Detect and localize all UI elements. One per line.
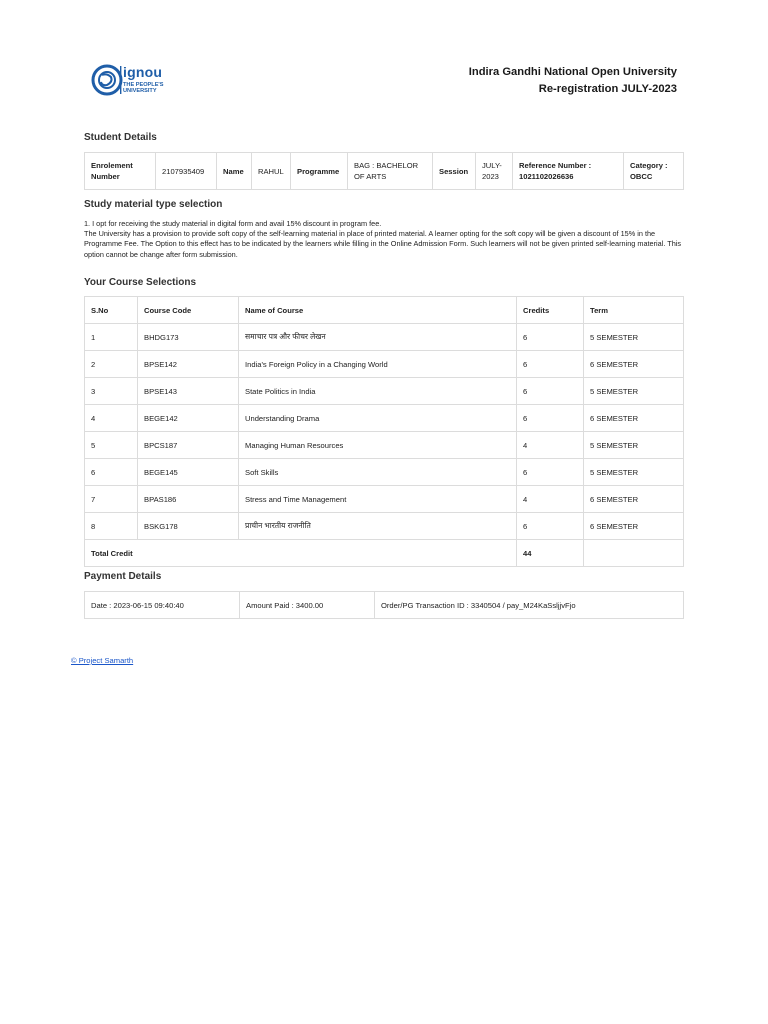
- course-term: 6 SEMESTER: [584, 351, 684, 378]
- payment-date: Date : 2023-06-15 09:40:40: [85, 592, 240, 619]
- payment-details-heading: Payment Details: [84, 571, 162, 582]
- table-row: [85, 459, 684, 486]
- course-name: India's Foreign Policy in a Changing World: [239, 351, 517, 378]
- course-term: 5 SEMESTER: [584, 378, 684, 405]
- total-credit-row: [85, 540, 684, 567]
- study-material-option: 1. I opt for receiving the study material in digital form and avail 15% discount in program fee.: [84, 219, 382, 228]
- course-credits: 4: [517, 486, 584, 513]
- course-sno: 6: [85, 459, 138, 486]
- course-sno: 2: [85, 351, 138, 378]
- programme-value: BAG : BACHELOR OF ARTS: [348, 153, 433, 190]
- enrolment-value: 2107935409: [156, 153, 217, 190]
- table-row: [85, 513, 684, 540]
- course-name: प्राचीन भारतीय राजनीति: [239, 513, 517, 540]
- study-material-note: The University has a provision to provide soft copy of the self-learning material in place of printed material. A learner opting for the soft copy will be given a discount of 15% in the Programme Fee. The Option to this effect has to be indicated by the learners while filling in the Online Admission Form. Such learners will not be given printed self-learning material. This option cannot be change after form submission.: [84, 229, 682, 259]
- student-details-heading: Student Details: [84, 132, 157, 143]
- col-course-name: Name of Course: [239, 297, 517, 324]
- course-sno: 8: [85, 513, 138, 540]
- course-code: BEGE142: [138, 405, 239, 432]
- table-row: [85, 351, 684, 378]
- total-credit-label: Total Credit: [85, 540, 517, 567]
- table-row: [85, 324, 684, 351]
- name-label: Name: [217, 153, 252, 190]
- course-name: Stress and Time Management: [239, 486, 517, 513]
- course-name: समाचार पत्र और फीचर लेखन: [239, 324, 517, 351]
- course-code: BPSE142: [138, 351, 239, 378]
- course-code: BPCS187: [138, 432, 239, 459]
- programme-label: Programme: [291, 153, 348, 190]
- course-credits: 6: [517, 459, 584, 486]
- course-term: 6 SEMESTER: [584, 405, 684, 432]
- logo-tagline: THE PEOPLE'S UNIVERSITY: [123, 82, 164, 95]
- session-value: JULY- 2023: [476, 153, 513, 190]
- course-code: BHDG173: [138, 324, 239, 351]
- table-row: [85, 432, 684, 459]
- course-table-header: [85, 297, 684, 324]
- student-details-table: [84, 152, 684, 190]
- reference-number: Reference Number : 1021102026636: [513, 153, 624, 190]
- course-term: 6 SEMESTER: [584, 486, 684, 513]
- logo-wordmark: ignou: [123, 64, 163, 80]
- course-code: BPSE143: [138, 378, 239, 405]
- university-name: Indira Gandhi National Open University: [468, 66, 677, 78]
- course-code: BSKG178: [138, 513, 239, 540]
- course-name: Understanding Drama: [239, 405, 517, 432]
- enrolment-label: Enrolement Number: [85, 153, 156, 190]
- ignou-emblem-icon: [90, 63, 124, 97]
- col-course-code: Course Code: [138, 297, 239, 324]
- course-term: 5 SEMESTER: [584, 324, 684, 351]
- col-term: Term: [584, 297, 684, 324]
- course-credits: 6: [517, 405, 584, 432]
- course-sno: 5: [85, 432, 138, 459]
- course-sno: 3: [85, 378, 138, 405]
- course-sno: 4: [85, 405, 138, 432]
- project-samarth-link[interactable]: © Project Samarth: [71, 656, 134, 665]
- payment-amount: Amount Paid : 3400.00: [240, 592, 375, 619]
- course-term: 5 SEMESTER: [584, 459, 684, 486]
- header-title-block: [469, 64, 677, 98]
- registration-title: Re-registration JULY-2023: [538, 83, 677, 95]
- table-row: [85, 378, 684, 405]
- total-credit-value: 44: [517, 540, 584, 567]
- session-label: Session: [433, 153, 476, 190]
- payment-table: [84, 591, 684, 619]
- table-row: [85, 405, 684, 432]
- course-code: BPAS186: [138, 486, 239, 513]
- payment-transaction-id: Order/PG Transaction ID : 3340504 / pay_M24KaSsljjvFjo: [375, 592, 684, 619]
- category: Category : OBCC: [624, 153, 684, 190]
- name-value: RAHUL: [252, 153, 291, 190]
- course-selections-heading: Your Course Selections: [84, 277, 197, 288]
- study-material-text: [84, 219, 684, 260]
- study-material-heading: Study material type selection: [84, 199, 223, 210]
- course-name: State Politics in India: [239, 378, 517, 405]
- col-credits: Credits: [517, 297, 584, 324]
- course-term: 5 SEMESTER: [584, 432, 684, 459]
- course-credits: 4: [517, 432, 584, 459]
- course-code: BEGE145: [138, 459, 239, 486]
- course-table: [84, 296, 684, 567]
- course-credits: 6: [517, 324, 584, 351]
- col-sno: S.No: [85, 297, 138, 324]
- total-credit-term-empty: [584, 540, 684, 567]
- course-sno: 7: [85, 486, 138, 513]
- course-credits: 6: [517, 378, 584, 405]
- course-term: 6 SEMESTER: [584, 513, 684, 540]
- course-name: Managing Human Resources: [239, 432, 517, 459]
- course-name: Soft Skills: [239, 459, 517, 486]
- table-row: [85, 486, 684, 513]
- ignou-logo: [90, 63, 170, 97]
- course-credits: 6: [517, 513, 584, 540]
- course-sno: 1: [85, 324, 138, 351]
- course-credits: 6: [517, 351, 584, 378]
